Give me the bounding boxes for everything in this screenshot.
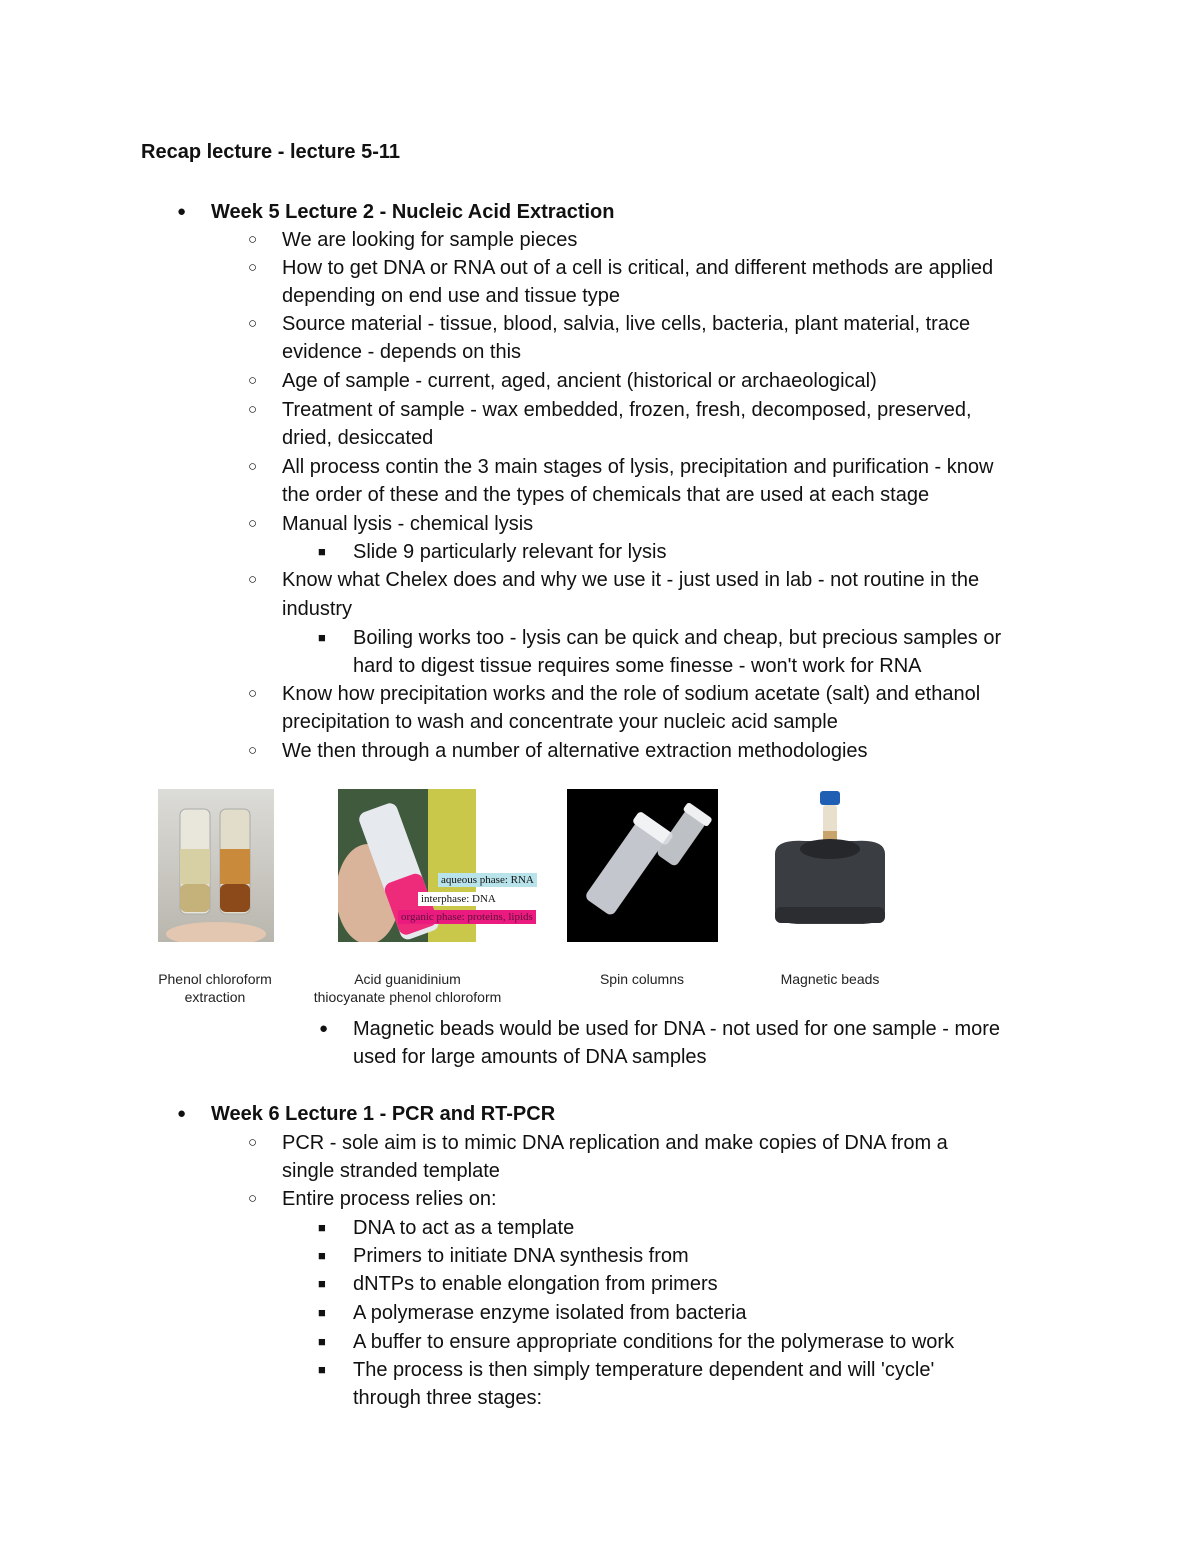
week6-heading: Week 6 Lecture 1 - PCR and RT-PCR xyxy=(211,1103,556,1125)
figure-caption xyxy=(765,970,895,988)
square-bullet-icon: ■ xyxy=(318,630,326,645)
circle-bullet-icon: ○ xyxy=(248,685,258,702)
sub-list-item: DNA to act as a template xyxy=(353,1217,575,1239)
list-item: PCR - sole aim is to mimic DNA replication and make copies of DNA from a xyxy=(282,1132,948,1154)
organic-phase-label: organic phase: proteins, lipids xyxy=(398,910,536,924)
interphase-label: interphase: DNA xyxy=(418,892,499,906)
square-bullet-icon: ■ xyxy=(318,544,326,559)
circle-bullet-icon: ○ xyxy=(248,458,258,475)
sub-list-item: Primers to initiate DNA synthesis from xyxy=(353,1245,689,1267)
list-item-continuation: single stranded template xyxy=(282,1160,500,1182)
list-item-continuation: the order of these and the types of chemicals that are used at each stage xyxy=(282,484,930,506)
list-item-continuation: depending on end use and tissue type xyxy=(282,285,621,307)
list-item: Know how precipitation works and the role of sodium acetate (salt) and ethanol xyxy=(282,683,981,705)
square-bullet-icon: ■ xyxy=(318,1334,326,1349)
list-item: We then through a number of alternative extraction methodologies xyxy=(282,740,868,762)
caption-line: Magnetic beads xyxy=(780,971,880,987)
list-item: Manual lysis - chemical lysis xyxy=(282,513,534,535)
square-bullet-icon: ■ xyxy=(318,1220,326,1235)
square-bullet-icon: ■ xyxy=(318,1248,326,1263)
phenol-chloroform-tubes-image xyxy=(158,789,274,942)
figure-caption xyxy=(300,970,515,1006)
circle-bullet-icon: ○ xyxy=(248,1190,258,1207)
square-bullet-icon: ■ xyxy=(318,1276,326,1291)
figure-caption xyxy=(580,970,704,988)
figure-caption xyxy=(140,970,290,1006)
caption-line: Acid guanidinium xyxy=(354,971,461,987)
page-title: Recap lecture - lecture 5-11 xyxy=(141,141,401,163)
list-item: Know what Chelex does and why we use it - just used in lab - not routine in the xyxy=(282,569,980,591)
acid-guanidinium-tube-image xyxy=(338,789,541,942)
sub-list-item: Slide 9 particularly relevant for lysis xyxy=(353,541,667,563)
list-item: All process contin the 3 main stages of lysis, precipitation and purification - know xyxy=(282,456,994,478)
circle-bullet-icon: ○ xyxy=(248,231,258,248)
circle-bullet-icon: ○ xyxy=(248,315,258,332)
caption-line: extraction xyxy=(184,989,246,1005)
list-item-continuation: industry xyxy=(282,598,353,620)
circle-bullet-icon: ○ xyxy=(248,372,258,389)
note-item: Magnetic beads would be used for DNA - not used for one sample - more xyxy=(353,1018,1001,1040)
circle-bullet-icon: ○ xyxy=(248,515,258,532)
magnetic-beads-device-image xyxy=(765,789,895,942)
disc-bullet-icon: ● xyxy=(319,1020,329,1037)
list-item: How to get DNA or RNA out of a cell is critical, and different methods are applied xyxy=(282,257,994,279)
note-item-continuation: used for large amounts of DNA samples xyxy=(353,1046,707,1068)
sub-list-item: The process is then simply temperature dependent and will 'cycle' xyxy=(353,1359,935,1381)
circle-bullet-icon: ○ xyxy=(248,259,258,276)
list-item-continuation: dried, desiccated xyxy=(282,427,434,449)
list-item: Entire process relies on: xyxy=(282,1188,497,1210)
sub-list-item: A polymerase enzyme isolated from bacteria xyxy=(353,1302,747,1324)
sub-list-item: A buffer to ensure appropriate conditions for the polymerase to work xyxy=(353,1331,955,1353)
list-item-continuation: evidence - depends on this xyxy=(282,341,522,363)
caption-line: Spin columns xyxy=(599,971,685,987)
circle-bullet-icon: ○ xyxy=(248,571,258,588)
circle-bullet-icon: ○ xyxy=(248,1134,258,1151)
sub-list-item-continuation: hard to digest tissue requires some finesse - won't work for RNA xyxy=(353,655,922,677)
caption-line: thiocyanate phenol chloroform xyxy=(313,989,502,1005)
list-item: Treatment of sample - wax embedded, frozen, fresh, decomposed, preserved, xyxy=(282,399,972,421)
circle-bullet-icon: ○ xyxy=(248,401,258,418)
list-item: Age of sample - current, aged, ancient (historical or archaeological) xyxy=(282,370,877,392)
sub-list-item: Boiling works too - lysis can be quick and cheap, but precious samples or xyxy=(353,627,1002,649)
aqueous-phase-label: aqueous phase: RNA xyxy=(438,873,537,887)
disc-bullet-icon: ● xyxy=(177,203,187,220)
sub-list-item-continuation: through three stages: xyxy=(353,1387,543,1409)
list-item: We are looking for sample pieces xyxy=(282,229,578,251)
circle-bullet-icon: ○ xyxy=(248,742,258,759)
spin-columns-image xyxy=(567,789,718,942)
list-item: Source material - tissue, blood, salvia, live cells, bacteria, plant material, trace xyxy=(282,313,971,335)
sub-list-item: dNTPs to enable elongation from primers xyxy=(353,1273,718,1295)
disc-bullet-icon: ● xyxy=(177,1105,187,1122)
square-bullet-icon: ■ xyxy=(318,1305,326,1320)
square-bullet-icon: ■ xyxy=(318,1362,326,1377)
caption-line: Phenol chloroform xyxy=(158,971,272,987)
week5-heading: Week 5 Lecture 2 - Nucleic Acid Extraction xyxy=(211,201,615,223)
list-item-continuation: precipitation to wash and concentrate your nucleic acid sample xyxy=(282,711,838,733)
